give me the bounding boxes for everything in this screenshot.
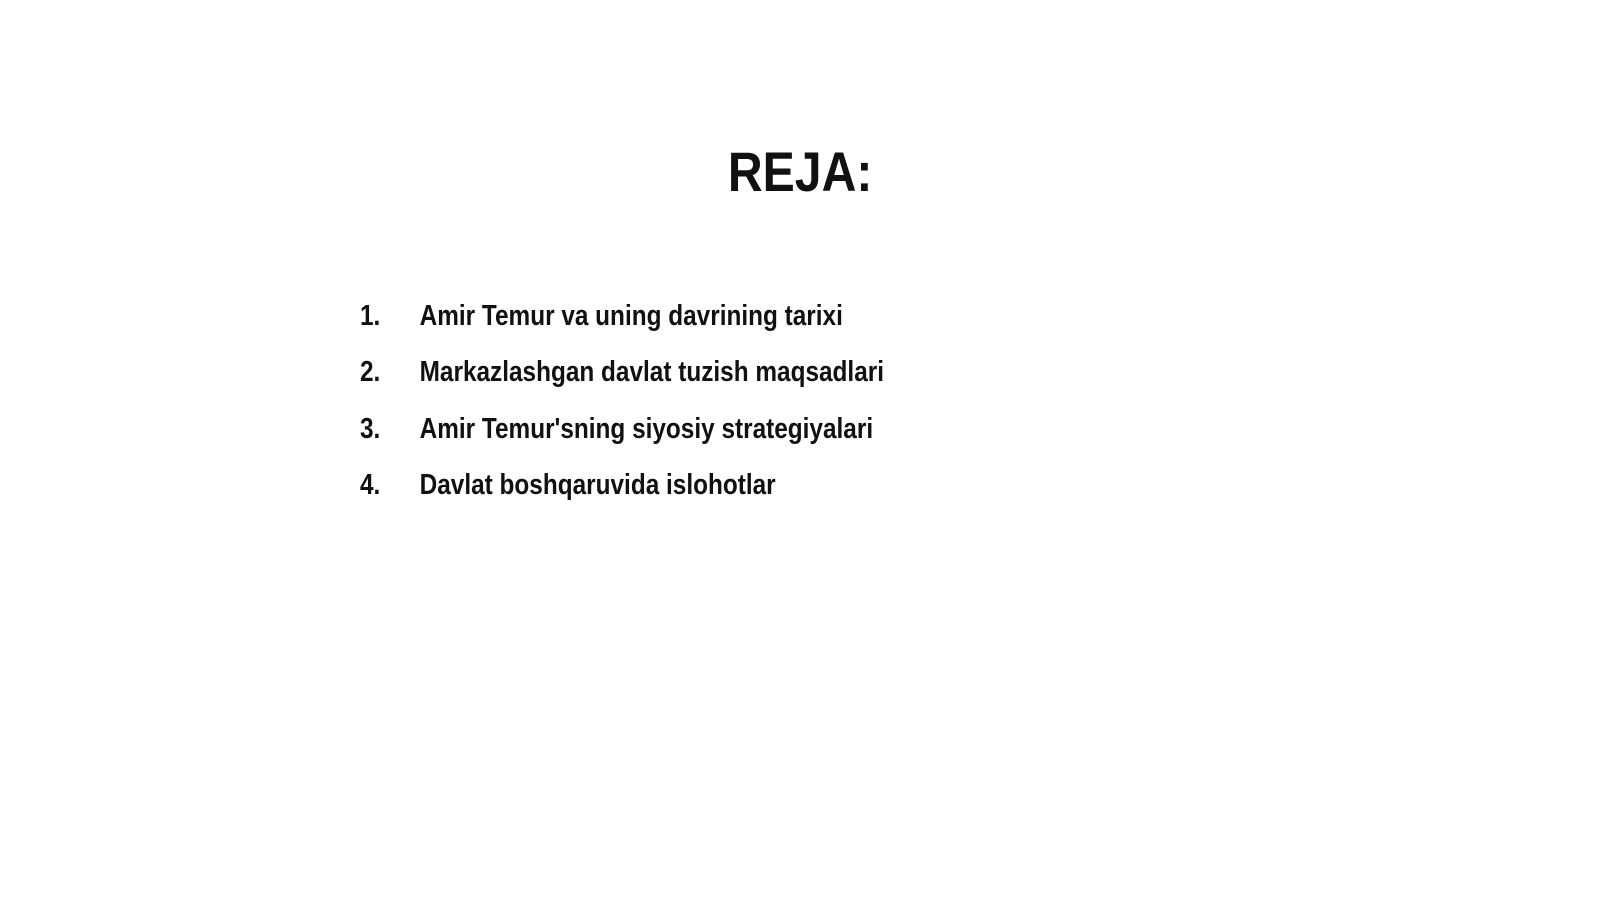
list-item-number: 3. [360, 412, 381, 445]
list-item [360, 401, 884, 458]
slide-title: REJA: [727, 139, 873, 203]
list-item [360, 345, 884, 402]
plan-list [360, 288, 884, 514]
list-item-text: Amir Temur'sning siyosiy strategiyalari [419, 412, 874, 445]
list-item-number: 2. [360, 356, 381, 389]
list-item-number: 1. [360, 299, 381, 332]
list-item [360, 458, 884, 515]
list-item-text: Davlat boshqaruvida islohotlar [419, 469, 776, 502]
list-item-text: Markazlashgan davlat tuzish maqsadlari [419, 356, 885, 389]
list-item-text: Amir Temur va uning davrining tarixi [419, 299, 843, 332]
list-item [360, 288, 884, 345]
list-item-number: 4. [360, 469, 381, 502]
